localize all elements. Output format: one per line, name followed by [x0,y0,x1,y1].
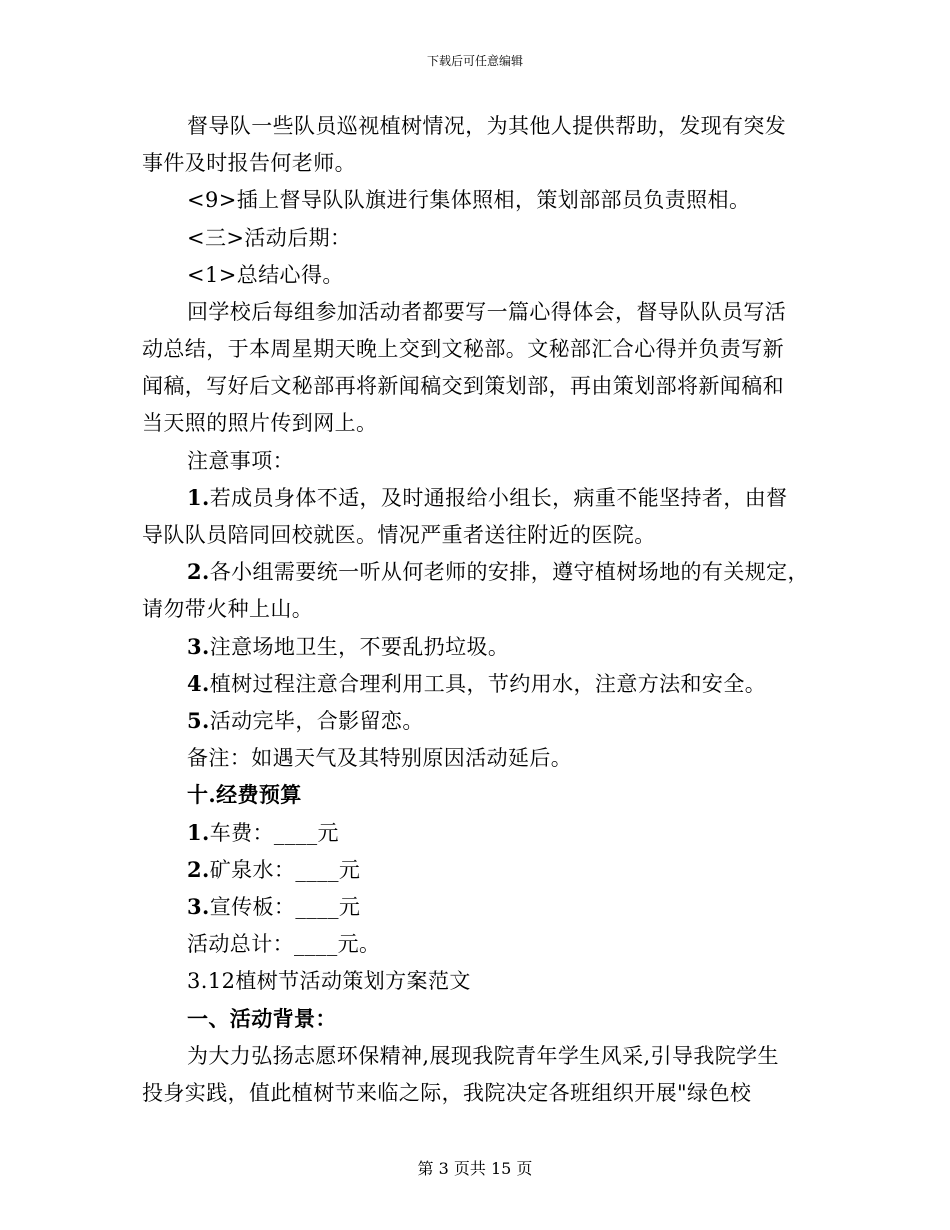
paragraph-line: 闻稿，写好后文秘部再将新闻稿交到策划部，再由策划部将新闻稿和 [142,374,784,398]
paragraph-line: 督导队一些队员巡视植树情况，为其他人提供帮助，发现有突发 [187,114,787,138]
section-heading: 十.经费预算 [187,782,302,807]
paragraph-line: 回学校后每组参加活动者都要写一篇心得体会，督导队队员写活 [187,300,787,324]
list-item [187,484,887,512]
paragraph-line: 导队队员陪同回校就医。情况严重者送往附近的医院。 [142,523,656,547]
document-title: 3.12植树节活动策划方案范文 [187,969,471,993]
list-number: 1. [187,485,210,510]
list-item-text: 注意场地卫生，不要乱扔垃圾。 [209,635,510,659]
list-item-text: 车费：____元 [209,821,339,845]
page-header: 下载后可任意编辑 [426,54,523,68]
list-number: 3. [187,634,210,659]
page-footer: 第 3 页共 15 页 [417,1159,533,1178]
section-heading: 一、活动背景： [187,1006,337,1031]
list-item [187,856,887,884]
paragraph-line: 事件及时报告何老师。 [142,151,356,175]
paragraph-line: 为大力弘扬志愿环保精神,展现我院青年学生风采,引导我院学生 [187,1044,779,1068]
paragraph-line: 当天照的照片传到网上。 [142,411,378,435]
paragraph-line: 投身实践，值此植树节来临之际，我院决定各班组织开展"绿色校 [142,1081,752,1105]
paragraph-line: <1>总结心得。 [187,263,344,287]
list-item-text: 宣传板：____元 [209,895,361,919]
paragraph-line: <9>插上督导队队旗进行集体照相，策划部部员负责照相。 [187,188,751,212]
list-item [187,670,887,698]
list-number: 1. [187,820,210,845]
list-item-text: 矿泉水：____元 [209,858,361,882]
paragraph-line: 动总结，于本周星期天晚上交到文秘部。文秘部汇合心得并负责写新 [142,337,784,361]
list-item [187,819,887,847]
list-item [187,893,887,921]
list-item-text: 植树过程注意合理利用工具，节约用水，注意方法和安全。 [209,672,767,696]
list-number: 2. [187,559,210,584]
paragraph-line: 备注：如遇天气及其特别原因活动延后。 [187,746,573,770]
list-item-text: 各小组需要统一听从何老师的安排，遵守植树场地的有关规定， [209,560,809,584]
list-number: 2. [187,857,210,882]
list-item-text: 活动完毕，合影留恋。 [209,709,424,733]
list-item [187,558,887,586]
list-item-text: 若成员身体不适，及时通报给小组长，病重不能坚持者，由督 [209,486,788,510]
paragraph-line: 活动总计：____元。 [187,932,381,956]
list-number: 5. [187,708,210,733]
list-item [187,707,887,735]
list-number: 3. [187,894,210,919]
paragraph-line: 注意事项： [187,449,294,473]
list-number: 4. [187,671,210,696]
paragraph-line: 请勿带火种上山。 [142,597,314,621]
list-item [187,633,887,661]
section-heading: <三>活动后期： [187,226,352,250]
